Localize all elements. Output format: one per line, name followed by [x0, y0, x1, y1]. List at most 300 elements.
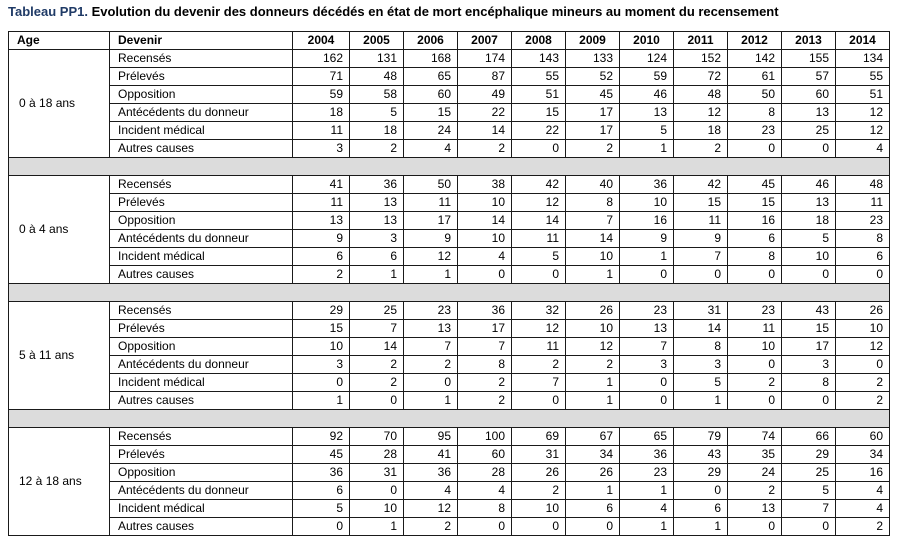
value-cell: 35	[728, 446, 782, 464]
value-cell: 12	[836, 122, 890, 140]
value-cell: 72	[674, 68, 728, 86]
value-cell: 12	[674, 104, 728, 122]
table-row	[9, 194, 890, 212]
age-group-cell: 0 à 18 ans	[9, 50, 110, 158]
value-cell: 2	[512, 356, 566, 374]
value-cell: 0	[566, 518, 620, 536]
devenir-cell: Opposition	[110, 212, 293, 230]
value-cell: 59	[293, 86, 350, 104]
value-cell: 58	[350, 86, 404, 104]
value-cell: 29	[782, 446, 836, 464]
value-cell: 36	[404, 464, 458, 482]
value-cell: 5	[620, 122, 674, 140]
value-cell: 6	[566, 500, 620, 518]
value-cell: 65	[620, 428, 674, 446]
value-cell: 11	[404, 194, 458, 212]
value-cell: 16	[836, 464, 890, 482]
value-cell: 11	[293, 122, 350, 140]
table-row	[9, 320, 890, 338]
value-cell: 13	[728, 500, 782, 518]
value-cell: 71	[293, 68, 350, 86]
value-cell: 15	[512, 104, 566, 122]
table-row	[9, 482, 890, 500]
value-cell: 5	[512, 248, 566, 266]
value-cell: 45	[293, 446, 350, 464]
table-row	[9, 212, 890, 230]
table-row	[9, 266, 890, 284]
value-cell: 29	[293, 302, 350, 320]
value-cell: 38	[458, 176, 512, 194]
value-cell: 7	[404, 338, 458, 356]
value-cell: 60	[782, 86, 836, 104]
devenir-cell: Recensés	[110, 176, 293, 194]
devenir-cell: Antécédents du donneur	[110, 356, 293, 374]
value-cell: 66	[782, 428, 836, 446]
value-cell: 55	[512, 68, 566, 86]
value-cell: 143	[512, 50, 566, 68]
value-cell: 28	[350, 446, 404, 464]
value-cell: 16	[620, 212, 674, 230]
devenir-cell: Prélevés	[110, 194, 293, 212]
value-cell: 10	[836, 320, 890, 338]
header-year: 2011	[674, 32, 728, 50]
value-cell: 17	[782, 338, 836, 356]
value-cell: 70	[350, 428, 404, 446]
value-cell: 2	[836, 374, 890, 392]
value-cell: 152	[674, 50, 728, 68]
value-cell: 14	[458, 212, 512, 230]
value-cell: 0	[728, 518, 782, 536]
value-cell: 13	[782, 194, 836, 212]
value-cell: 31	[350, 464, 404, 482]
value-cell: 67	[566, 428, 620, 446]
devenir-cell: Recensés	[110, 428, 293, 446]
value-cell: 31	[674, 302, 728, 320]
value-cell: 23	[404, 302, 458, 320]
value-cell: 7	[674, 248, 728, 266]
value-cell: 51	[836, 86, 890, 104]
value-cell: 0	[836, 356, 890, 374]
value-cell: 10	[293, 338, 350, 356]
value-cell: 6	[728, 230, 782, 248]
value-cell: 22	[512, 122, 566, 140]
value-cell: 3	[782, 356, 836, 374]
value-cell: 2	[728, 374, 782, 392]
devenir-cell: Incident médical	[110, 374, 293, 392]
value-cell: 18	[293, 104, 350, 122]
value-cell: 46	[782, 176, 836, 194]
value-cell: 61	[728, 68, 782, 86]
value-cell: 0	[293, 518, 350, 536]
value-cell: 2	[350, 140, 404, 158]
value-cell: 0	[404, 374, 458, 392]
devenir-cell: Prélevés	[110, 68, 293, 86]
value-cell: 12	[404, 500, 458, 518]
table-title	[8, 4, 779, 20]
value-cell: 13	[620, 104, 674, 122]
header-year: 2008	[512, 32, 566, 50]
table-row	[9, 140, 890, 158]
value-cell: 57	[782, 68, 836, 86]
value-cell: 60	[458, 446, 512, 464]
table-row	[9, 500, 890, 518]
value-cell: 41	[404, 446, 458, 464]
value-cell: 4	[836, 140, 890, 158]
header-devenir: Devenir	[110, 32, 293, 50]
value-cell: 14	[566, 230, 620, 248]
value-cell: 36	[293, 464, 350, 482]
value-cell: 29	[674, 464, 728, 482]
table-row	[9, 68, 890, 86]
value-cell: 0	[512, 518, 566, 536]
table-row	[9, 302, 890, 320]
value-cell: 7	[566, 212, 620, 230]
value-cell: 11	[836, 194, 890, 212]
value-cell: 2	[674, 140, 728, 158]
table-title-prefix: Tableau PP1.	[8, 4, 88, 19]
value-cell: 2	[566, 356, 620, 374]
value-cell: 9	[674, 230, 728, 248]
age-group-cell: 5 à 11 ans	[9, 302, 110, 410]
value-cell: 1	[620, 140, 674, 158]
value-cell: 0	[620, 374, 674, 392]
table-row	[9, 86, 890, 104]
header-year: 2014	[836, 32, 890, 50]
header-year: 2006	[404, 32, 458, 50]
value-cell: 142	[728, 50, 782, 68]
header-year: 2005	[350, 32, 404, 50]
header-year: 2012	[728, 32, 782, 50]
value-cell: 17	[566, 104, 620, 122]
value-cell: 48	[350, 68, 404, 86]
value-cell: 74	[728, 428, 782, 446]
value-cell: 7	[782, 500, 836, 518]
devenir-cell: Opposition	[110, 86, 293, 104]
value-cell: 59	[620, 68, 674, 86]
value-cell: 7	[620, 338, 674, 356]
value-cell: 0	[782, 140, 836, 158]
value-cell: 1	[566, 482, 620, 500]
table-row	[9, 338, 890, 356]
value-cell: 0	[728, 356, 782, 374]
value-cell: 26	[512, 464, 566, 482]
value-cell: 10	[458, 230, 512, 248]
value-cell: 0	[620, 392, 674, 410]
value-cell: 2	[404, 518, 458, 536]
value-cell: 0	[512, 140, 566, 158]
value-cell: 26	[836, 302, 890, 320]
devenir-cell: Prélevés	[110, 320, 293, 338]
value-cell: 6	[293, 248, 350, 266]
value-cell: 7	[350, 320, 404, 338]
devenir-cell: Incident médical	[110, 122, 293, 140]
value-cell: 3	[674, 356, 728, 374]
value-cell: 28	[458, 464, 512, 482]
value-cell: 0	[293, 374, 350, 392]
value-cell: 43	[674, 446, 728, 464]
value-cell: 6	[836, 248, 890, 266]
value-cell: 69	[512, 428, 566, 446]
value-cell: 2	[728, 482, 782, 500]
value-cell: 0	[458, 266, 512, 284]
value-cell: 65	[404, 68, 458, 86]
value-cell: 0	[836, 266, 890, 284]
table-row	[9, 428, 890, 446]
value-cell: 12	[512, 320, 566, 338]
value-cell: 10	[512, 500, 566, 518]
value-cell: 1	[566, 374, 620, 392]
devenir-cell: Recensés	[110, 302, 293, 320]
value-cell: 43	[782, 302, 836, 320]
value-cell: 11	[728, 320, 782, 338]
value-cell: 0	[782, 518, 836, 536]
value-cell: 32	[512, 302, 566, 320]
value-cell: 40	[566, 176, 620, 194]
value-cell: 4	[836, 500, 890, 518]
header-row	[9, 32, 890, 50]
devenir-cell: Recensés	[110, 50, 293, 68]
table-row	[9, 176, 890, 194]
value-cell: 3	[293, 140, 350, 158]
value-cell: 15	[293, 320, 350, 338]
value-cell: 134	[836, 50, 890, 68]
value-cell: 17	[404, 212, 458, 230]
value-cell: 42	[674, 176, 728, 194]
value-cell: 162	[293, 50, 350, 68]
value-cell: 3	[620, 356, 674, 374]
value-cell: 0	[728, 140, 782, 158]
value-cell: 6	[674, 500, 728, 518]
value-cell: 4	[836, 482, 890, 500]
devenir-cell: Opposition	[110, 338, 293, 356]
value-cell: 12	[566, 338, 620, 356]
value-cell: 4	[404, 482, 458, 500]
value-cell: 0	[620, 266, 674, 284]
value-cell: 13	[620, 320, 674, 338]
value-cell: 12	[404, 248, 458, 266]
value-cell: 34	[836, 446, 890, 464]
value-cell: 55	[836, 68, 890, 86]
table-row	[9, 230, 890, 248]
value-cell: 52	[566, 68, 620, 86]
value-cell: 79	[674, 428, 728, 446]
value-cell: 1	[620, 518, 674, 536]
table-row	[9, 122, 890, 140]
value-cell: 0	[512, 266, 566, 284]
table-body	[9, 50, 890, 536]
value-cell: 36	[620, 446, 674, 464]
value-cell: 48	[836, 176, 890, 194]
value-cell: 0	[512, 392, 566, 410]
header-year: 2013	[782, 32, 836, 50]
header-age: Age	[9, 32, 110, 50]
value-cell: 24	[404, 122, 458, 140]
value-cell: 1	[350, 266, 404, 284]
value-cell: 16	[728, 212, 782, 230]
value-cell: 6	[350, 248, 404, 266]
value-cell: 14	[674, 320, 728, 338]
value-cell: 2	[566, 140, 620, 158]
value-cell: 50	[728, 86, 782, 104]
value-cell: 11	[674, 212, 728, 230]
value-cell: 5	[782, 230, 836, 248]
value-cell: 17	[458, 320, 512, 338]
value-cell: 9	[620, 230, 674, 248]
value-cell: 12	[836, 338, 890, 356]
value-cell: 92	[293, 428, 350, 446]
value-cell: 49	[458, 86, 512, 104]
value-cell: 34	[566, 446, 620, 464]
value-cell: 48	[674, 86, 728, 104]
value-cell: 36	[350, 176, 404, 194]
value-cell: 4	[404, 140, 458, 158]
value-cell: 10	[782, 248, 836, 266]
table-row	[9, 248, 890, 266]
value-cell: 50	[404, 176, 458, 194]
devenir-cell: Autres causes	[110, 266, 293, 284]
value-cell: 41	[293, 176, 350, 194]
value-cell: 12	[512, 194, 566, 212]
age-group-cell: 12 à 18 ans	[9, 428, 110, 536]
value-cell: 8	[728, 104, 782, 122]
group-separator	[9, 158, 890, 176]
value-cell: 13	[293, 212, 350, 230]
value-cell: 2	[836, 518, 890, 536]
value-cell: 1	[404, 266, 458, 284]
value-cell: 60	[836, 428, 890, 446]
value-cell: 5	[674, 374, 728, 392]
value-cell: 100	[458, 428, 512, 446]
devenir-cell: Antécédents du donneur	[110, 104, 293, 122]
value-cell: 0	[782, 392, 836, 410]
value-cell: 10	[350, 500, 404, 518]
table-row	[9, 374, 890, 392]
value-cell: 9	[404, 230, 458, 248]
value-cell: 0	[674, 266, 728, 284]
value-cell: 8	[782, 374, 836, 392]
value-cell: 12	[836, 104, 890, 122]
value-cell: 15	[782, 320, 836, 338]
value-cell: 2	[458, 140, 512, 158]
table-row	[9, 446, 890, 464]
value-cell: 2	[350, 374, 404, 392]
devenir-cell: Autres causes	[110, 140, 293, 158]
value-cell: 31	[512, 446, 566, 464]
value-cell: 8	[728, 248, 782, 266]
value-cell: 0	[350, 392, 404, 410]
value-cell: 42	[512, 176, 566, 194]
value-cell: 1	[620, 482, 674, 500]
devenir-cell: Prélevés	[110, 446, 293, 464]
value-cell: 2	[458, 374, 512, 392]
value-cell: 22	[458, 104, 512, 122]
value-cell: 168	[404, 50, 458, 68]
group-separator	[9, 284, 890, 302]
value-cell: 11	[512, 230, 566, 248]
value-cell: 2	[836, 392, 890, 410]
value-cell: 0	[350, 482, 404, 500]
value-cell: 8	[458, 500, 512, 518]
value-cell: 155	[782, 50, 836, 68]
table-row	[9, 392, 890, 410]
value-cell: 45	[728, 176, 782, 194]
value-cell: 10	[620, 194, 674, 212]
value-cell: 8	[674, 338, 728, 356]
value-cell: 23	[620, 464, 674, 482]
header-year: 2010	[620, 32, 674, 50]
value-cell: 24	[728, 464, 782, 482]
header-year: 2009	[566, 32, 620, 50]
value-cell: 1	[674, 392, 728, 410]
value-cell: 14	[458, 122, 512, 140]
age-group-cell: 0 à 4 ans	[9, 176, 110, 284]
value-cell: 87	[458, 68, 512, 86]
value-cell: 60	[404, 86, 458, 104]
value-cell: 5	[782, 482, 836, 500]
value-cell: 23	[728, 302, 782, 320]
table-row	[9, 518, 890, 536]
value-cell: 174	[458, 50, 512, 68]
devenir-cell: Antécédents du donneur	[110, 482, 293, 500]
header-year: 2004	[293, 32, 350, 50]
value-cell: 46	[620, 86, 674, 104]
value-cell: 23	[620, 302, 674, 320]
value-cell: 26	[566, 302, 620, 320]
value-cell: 4	[620, 500, 674, 518]
value-cell: 133	[566, 50, 620, 68]
value-cell: 9	[293, 230, 350, 248]
value-cell: 1	[293, 392, 350, 410]
devenir-cell: Antécédents du donneur	[110, 230, 293, 248]
separator-cell	[9, 158, 890, 176]
value-cell: 10	[566, 320, 620, 338]
value-cell: 3	[293, 356, 350, 374]
value-cell: 10	[458, 194, 512, 212]
separator-cell	[9, 410, 890, 428]
value-cell: 5	[350, 104, 404, 122]
value-cell: 8	[836, 230, 890, 248]
value-cell: 45	[566, 86, 620, 104]
value-cell: 15	[728, 194, 782, 212]
value-cell: 0	[728, 266, 782, 284]
value-cell: 11	[293, 194, 350, 212]
value-cell: 131	[350, 50, 404, 68]
value-cell: 4	[458, 482, 512, 500]
value-cell: 25	[350, 302, 404, 320]
value-cell: 23	[728, 122, 782, 140]
value-cell: 11	[512, 338, 566, 356]
value-cell: 1	[566, 266, 620, 284]
value-cell: 36	[458, 302, 512, 320]
value-cell: 1	[566, 392, 620, 410]
value-cell: 15	[404, 104, 458, 122]
value-cell: 2	[458, 392, 512, 410]
value-cell: 25	[782, 122, 836, 140]
value-cell: 1	[350, 518, 404, 536]
value-cell: 15	[674, 194, 728, 212]
header-year: 2007	[458, 32, 512, 50]
value-cell: 6	[293, 482, 350, 500]
value-cell: 1	[674, 518, 728, 536]
devenir-cell: Incident médical	[110, 248, 293, 266]
value-cell: 51	[512, 86, 566, 104]
value-cell: 1	[620, 248, 674, 266]
separator-cell	[9, 284, 890, 302]
value-cell: 13	[782, 104, 836, 122]
value-cell: 124	[620, 50, 674, 68]
value-cell: 0	[728, 392, 782, 410]
value-cell: 13	[404, 320, 458, 338]
